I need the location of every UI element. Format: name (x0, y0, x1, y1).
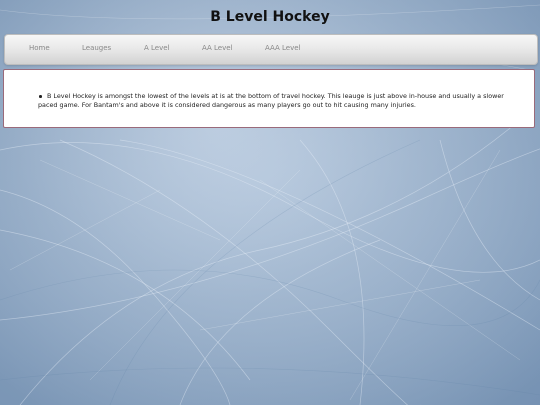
nav-item-a-level[interactable]: A Level (144, 44, 170, 52)
nav-item-aa-level[interactable]: AA Level (202, 44, 233, 52)
bullet-icon (39, 95, 42, 98)
nav-item-aaa-level[interactable]: AAA Level (265, 44, 301, 52)
list-item-text: B Level Hockey is amongst the lowest of the levels at is at the bottom of travel hockey. This leauge is just above in-house and usually a slower paced game. For Bantam's and above it is considered dangerous as many players go out to hit causing many injuries. (38, 92, 504, 109)
content-panel (3, 69, 535, 128)
nav-item-home[interactable]: Home (29, 44, 50, 52)
content-list (38, 92, 516, 109)
nav-bar (4, 34, 538, 65)
page-title: B Level Hockey (210, 9, 330, 25)
nav-item-leauges[interactable]: Leauges (82, 44, 112, 52)
list-item (38, 92, 516, 109)
